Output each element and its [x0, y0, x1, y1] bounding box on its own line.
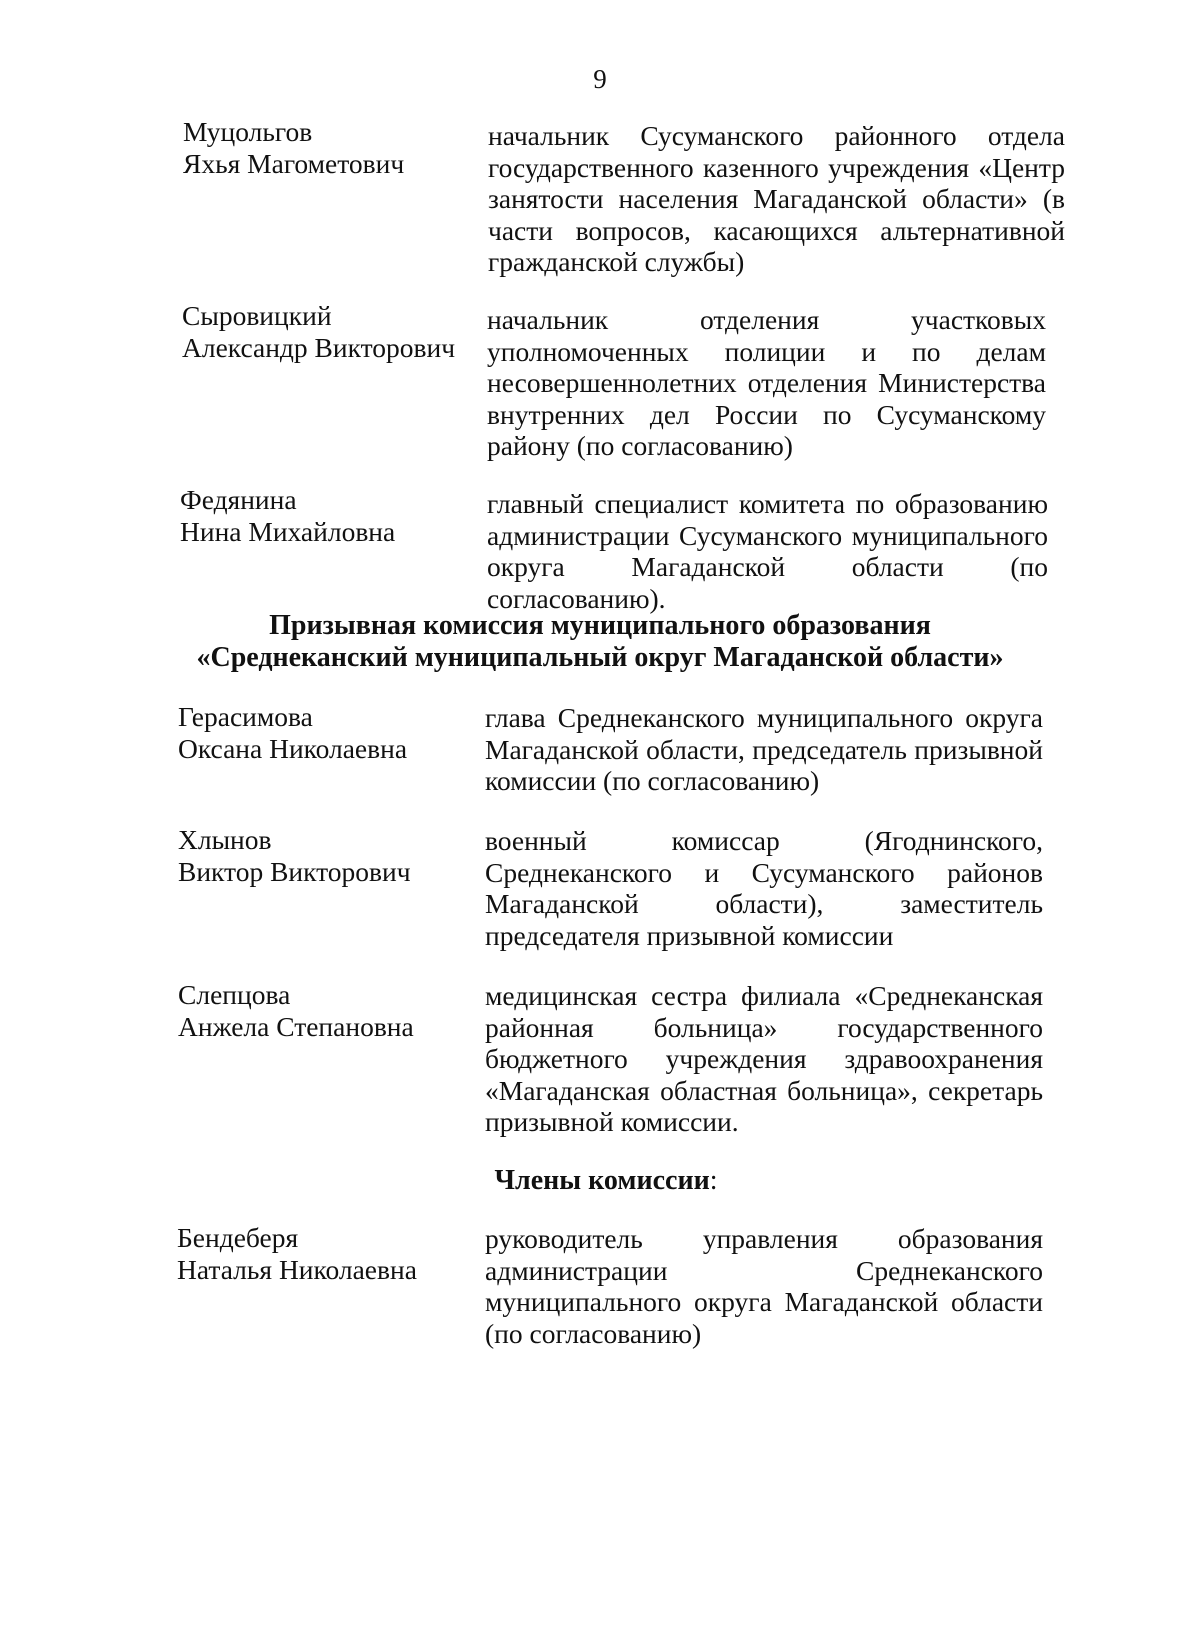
person-surname: Хлынов: [178, 824, 272, 855]
person-name: [180, 484, 470, 548]
person-name: [178, 824, 468, 888]
person-given-names: Нина Михайловна: [180, 516, 396, 547]
person-name: [177, 1222, 467, 1286]
person-position: главный специалист комитета по образованию администрации Сусуманского муниципального округа Магаданской области (по согласованию).: [487, 488, 1048, 614]
person-position: руководитель управления образования администрации Среднеканского муниципального округа Магаданской области (по согласованию): [485, 1223, 1043, 1349]
person-position: военный комиссар (Ягоднинского, Среднеканского и Сусуманского районов Магаданской области), заместитель председателя призывной комиссии: [485, 825, 1043, 951]
person-surname: Федянина: [180, 484, 297, 515]
person-given-names: Оксана Николаевна: [178, 733, 408, 764]
members-heading-label: Члены комиссии: [494, 1165, 710, 1196]
person-position: начальник отделения участковых уполномоченных полиции и по делам несовершеннолетних отделения Министерства внутренних дел России по Сусуманскому району (по согласованию): [487, 304, 1046, 462]
person-given-names: Александр Викторович: [182, 332, 456, 363]
members-heading: [6, 1165, 1200, 1197]
person-surname: Слепцова: [178, 979, 291, 1010]
person-name: [178, 701, 468, 765]
person-given-names: Виктор Викторович: [178, 856, 411, 887]
person-position: глава Среднеканского муниципального округа Магаданской области, председатель призывной комиссии (по согласованию): [485, 702, 1043, 797]
person-surname: Сыровицкий: [182, 300, 332, 331]
person-given-names: Анжела Степановна: [178, 1011, 414, 1042]
person-position: медицинская сестра филиала «Среднеканская районная больница» государственного бюджетного учреждения здравоохранения «Магаданская областная больница», секретарь призывной комиссии.: [485, 980, 1043, 1138]
person-position: начальник Сусуманского районного отдела государственного казенного учреждения «Центр занятости населения Магаданской области» (в части вопросов, касающихся альтернативной гражданской службы): [488, 120, 1065, 278]
person-name: [183, 116, 473, 180]
person-name: [182, 300, 472, 364]
commission-heading-line2: «Среднеканский муниципальный округ Магаданской области»: [196, 642, 1004, 673]
members-heading-suffix: :: [709, 1165, 718, 1196]
commission-heading: [0, 610, 1200, 674]
commission-heading-line1: Призывная комиссия муниципального образования: [269, 610, 931, 641]
person-given-names: Наталья Николаевна: [177, 1254, 417, 1285]
person-surname: Герасимова: [178, 701, 313, 732]
person-surname: Бендеберя: [177, 1222, 299, 1253]
person-surname: Муцольгов: [183, 116, 313, 147]
person-name: [178, 979, 468, 1043]
person-given-names: Яхья Магометович: [183, 148, 405, 179]
page-number: 9: [593, 64, 607, 94]
